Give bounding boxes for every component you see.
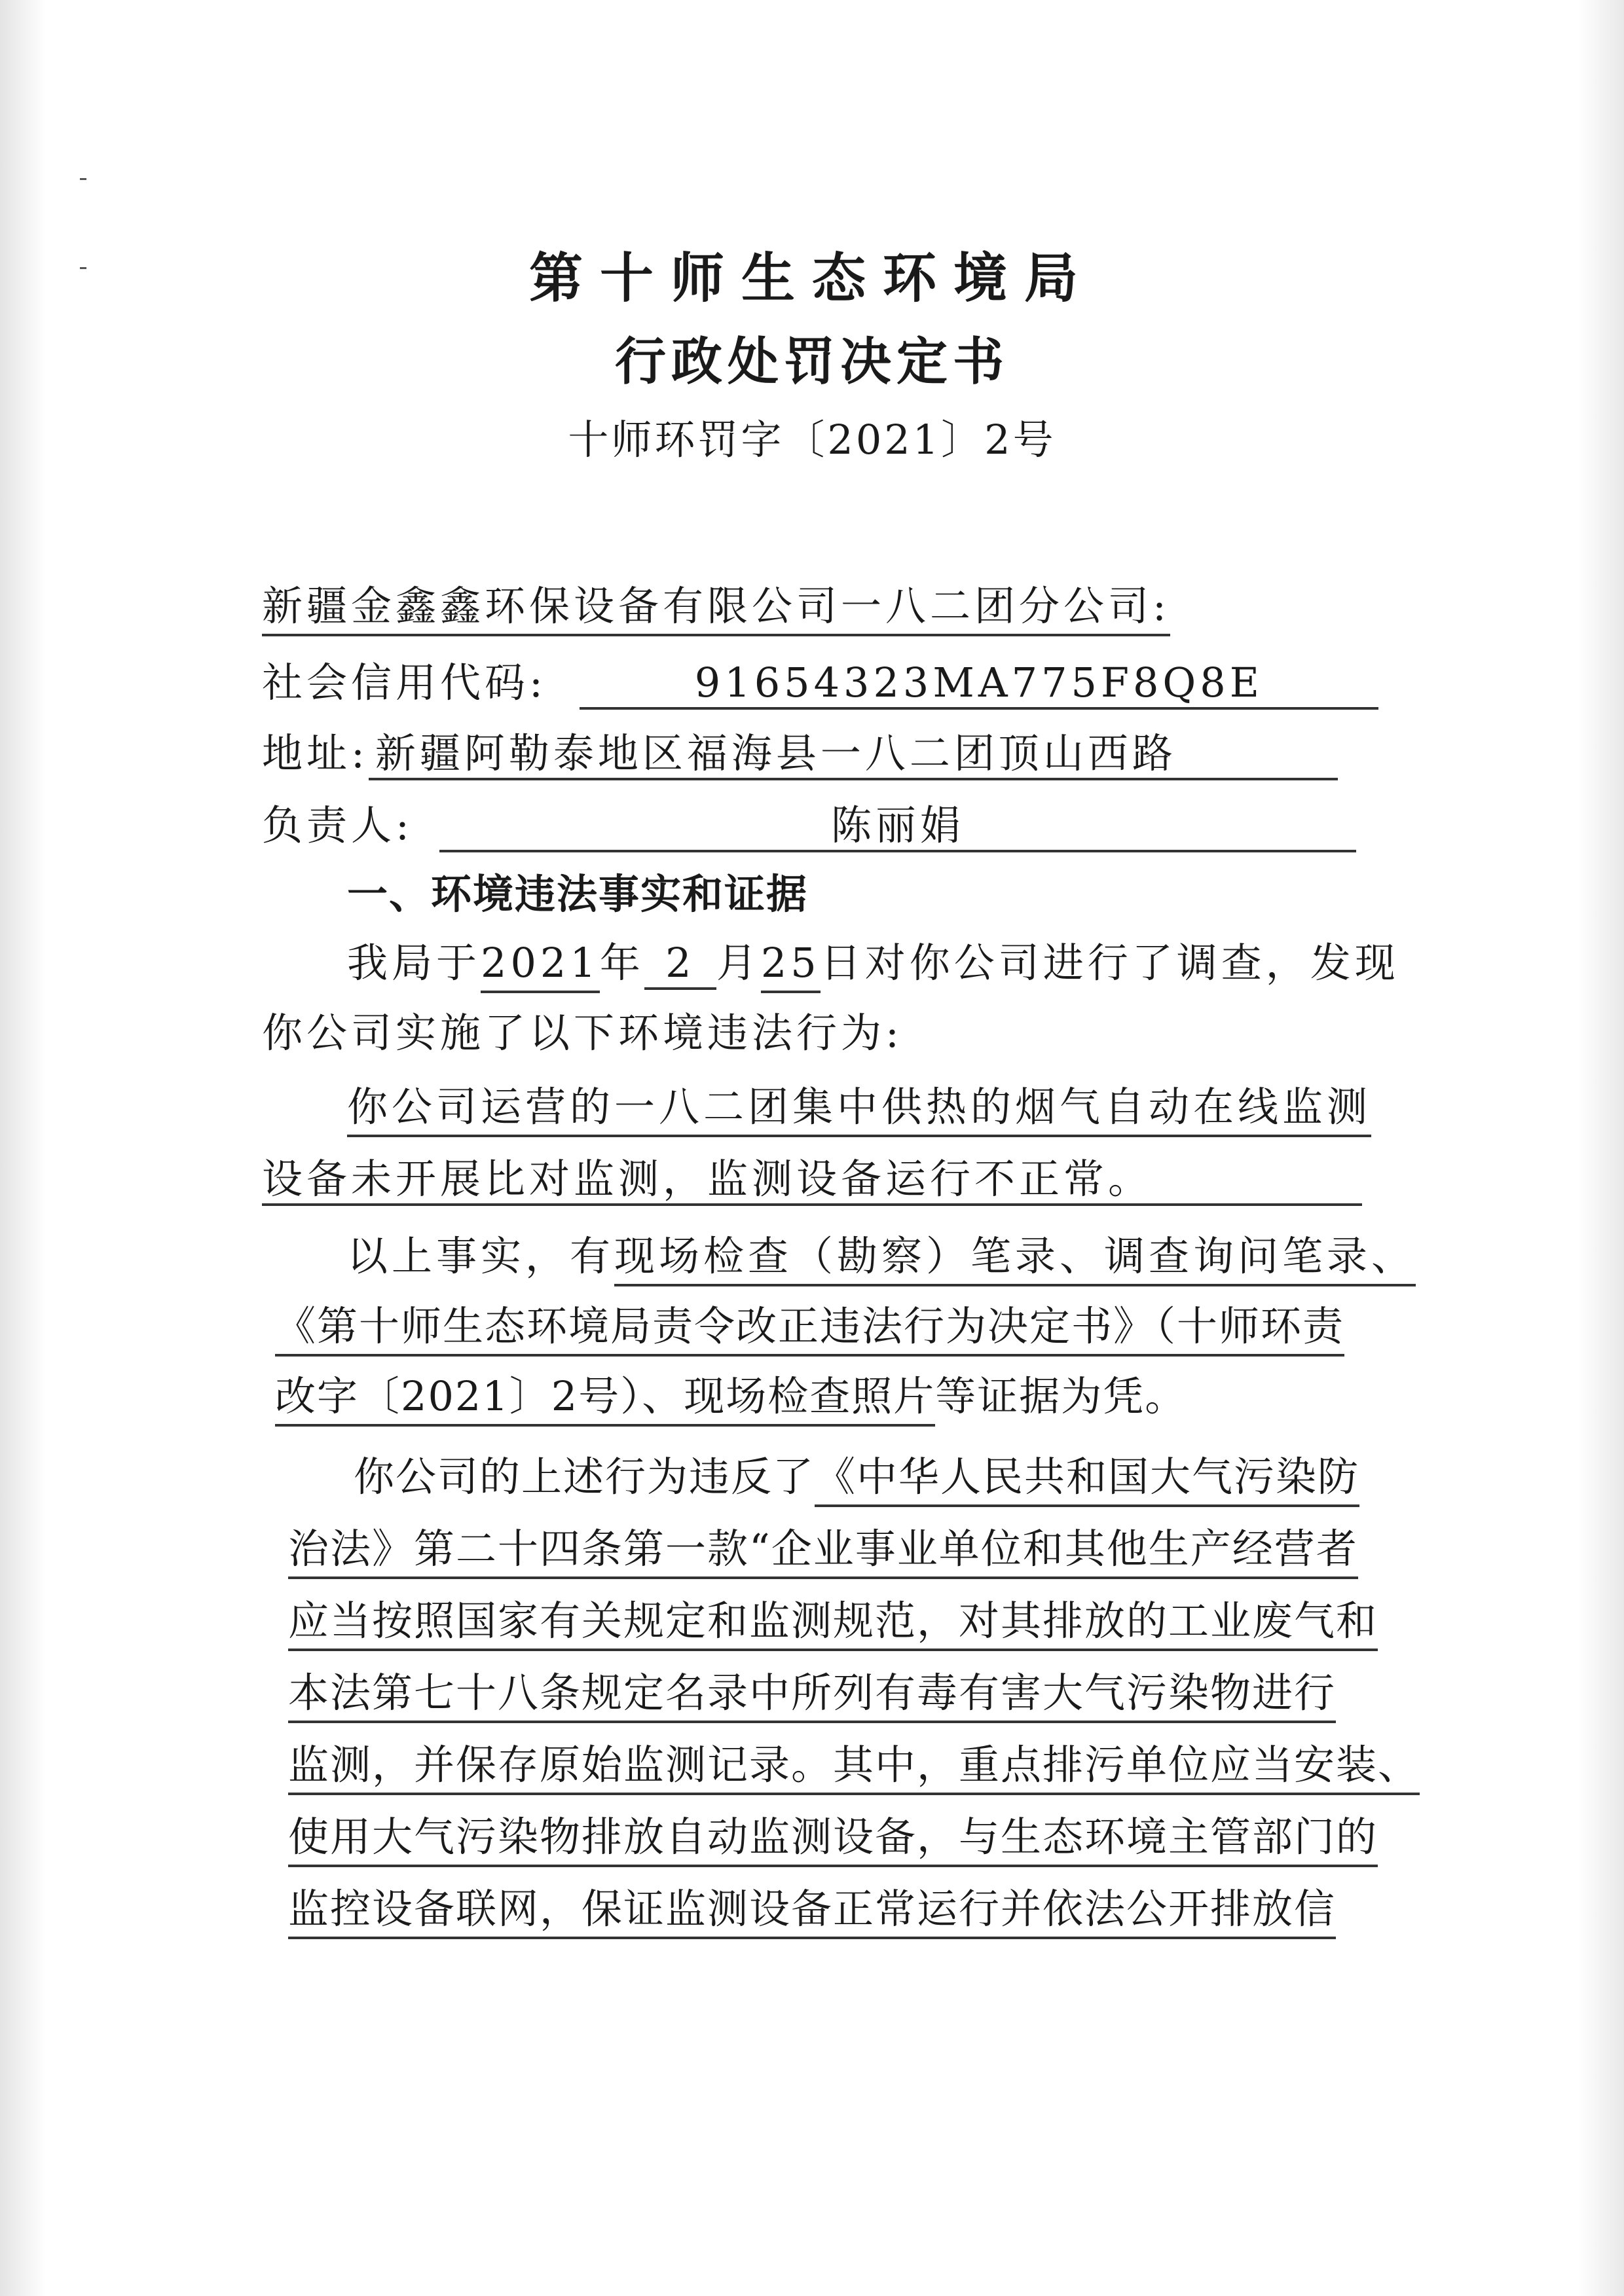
law-line2: 治法》第二十四条第一款“企业事业单位和其他生产经营者 <box>288 1529 1358 1569</box>
investigation-year: 2021 <box>481 939 600 993</box>
responsible-label: 负责人: <box>262 801 413 849</box>
law-line1: 你公司的上述行为违反了《中华人民共和国大气污染防 <box>354 1457 1359 1497</box>
document-number: 十师环罚字〔2021〕2号 <box>568 416 1056 464</box>
law-line6: 使用大气污染物排放自动监测设备，与生态环境主管部门的 <box>288 1817 1378 1857</box>
section-heading: 一、环境违法事实和证据 <box>347 870 809 918</box>
address-value: 新疆阿勒泰地区福海县一八二团顶山西路 <box>369 733 1338 780</box>
investigation-month: 2 <box>644 943 716 990</box>
evidence-line2: 《第十师生态环境局责令改正违法行为决定书》（十师环责 <box>275 1306 1344 1347</box>
agency-title: 第十师生态环境局 <box>528 247 1095 310</box>
credit-code-line <box>262 659 1378 710</box>
violation-line1: 你公司运营的一八二团集中供热的烟气自动在线监测 <box>347 1087 1371 1127</box>
credit-code-label: 社会信用代码: <box>262 659 547 706</box>
address-label: 地址: <box>262 729 369 777</box>
evidence-line1: 以上事实，有现场检查（勘察）笔录、调查询问笔录、 <box>347 1236 1416 1277</box>
party-name: 新疆金鑫鑫环保设备有限公司一八二团分公司: <box>262 582 1170 636</box>
scan-speck <box>80 178 86 180</box>
violation-line2: 设备未开展比对监测，监测设备运行不正常。 <box>262 1159 1362 1206</box>
address-line <box>262 729 1338 780</box>
paragraph-investigation-line2: 你公司实施了以下环境违法行为: <box>262 1009 903 1057</box>
investigation-day: 25 <box>761 939 821 993</box>
law-line5: 监测，并保存原始监测记录。其中，重点排污单位应当安装、 <box>288 1745 1420 1785</box>
responsible-line <box>262 801 1356 852</box>
responsible-value: 陈丽娟 <box>439 805 1356 852</box>
law-line7: 监控设备联网，保证监测设备正常运行并依法公开排放信 <box>288 1889 1336 1929</box>
law-line3: 应当按照国家有关规定和监测规范，对其排放的工业废气和 <box>288 1601 1378 1641</box>
evidence-line3: 改字〔2021〕2号）、现场检查照片等证据为凭。 <box>275 1376 1187 1417</box>
credit-code-value: 91654323MA775F8Q8E <box>580 663 1378 710</box>
paragraph-investigation-line1: 我局于2021年 2 月25日对你公司进行了调查，发现 <box>347 943 1399 990</box>
law-line4: 本法第七十八条规定名录中所列有毒有害大气污染物进行 <box>288 1673 1336 1713</box>
party-name-line <box>262 582 1170 630</box>
document-type-title: 行政处罚决定书 <box>614 332 1009 392</box>
